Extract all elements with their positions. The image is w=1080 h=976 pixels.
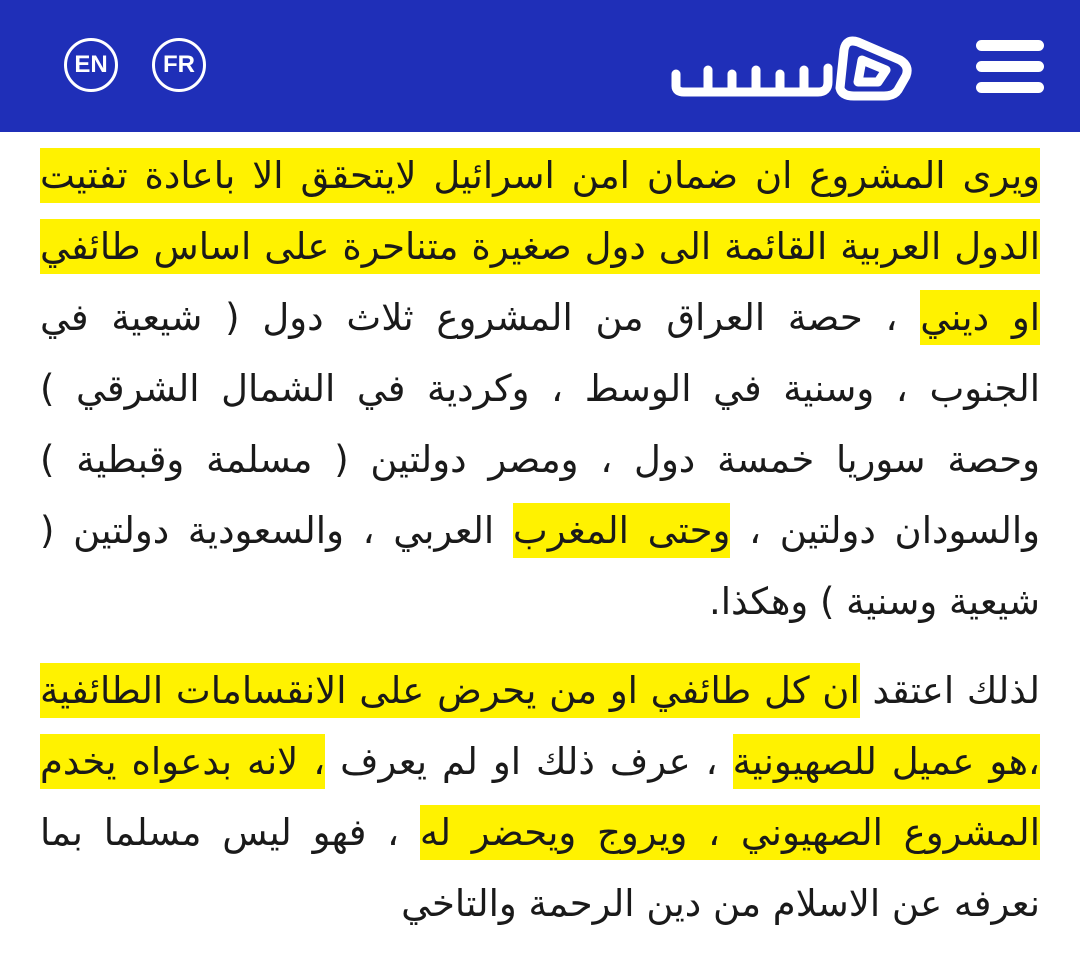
highlighted-text: ان كل طائفي او من يحرض على الانقسامات الطائفية ،هو عميل للصهيونية bbox=[40, 663, 1040, 789]
highlighted-text: ويرى المشروع ان ضمان امن اسرائيل لايتحقق الا باعادة تفتيت الدول العربية القائمة الى دول صغيرة متناحرة على اساس طائفي او ديني bbox=[40, 148, 1040, 345]
hamburger-menu-icon[interactable] bbox=[976, 40, 1044, 94]
paragraph-text: العربي ، والسعودية دولتين ( شيعية وسنية ) وهكذا. bbox=[40, 509, 1040, 623]
paragraph-text: ، حصة العراق من المشروع ثلاث دول ( شيعية في الجنوب ، وسنية في الوسط ، وكردية في الشمال الشرقي ) وحصة سوريا خمسة دول ، ومصر دولتين ( مسلمة وقبطية ) والسودان دولتين ، bbox=[40, 296, 1041, 552]
hespress-logo[interactable] bbox=[668, 30, 918, 104]
paragraph-text: لذلك اعتقد bbox=[859, 669, 1040, 712]
top-navigation-bar bbox=[0, 0, 1080, 132]
highlighted-text: وحتى المغرب bbox=[513, 503, 730, 558]
article-paragraph bbox=[40, 655, 1040, 939]
language-fr-button[interactable]: FR bbox=[152, 38, 206, 92]
paragraph-text: ، فهو ليس مسلما بما نعرفه عن الاسلام من دين الرحمة والتاخي bbox=[40, 811, 1040, 925]
language-en-button[interactable]: EN bbox=[64, 38, 118, 92]
article-body bbox=[40, 140, 1040, 939]
paragraph-text: ، عرف ذلك او لم يعرف bbox=[325, 740, 733, 783]
article-paragraph bbox=[40, 140, 1040, 637]
highlighted-text: ، لانه بدعواه يخدم المشروع الصهيوني ، ويروج ويحضر له bbox=[40, 734, 1040, 860]
